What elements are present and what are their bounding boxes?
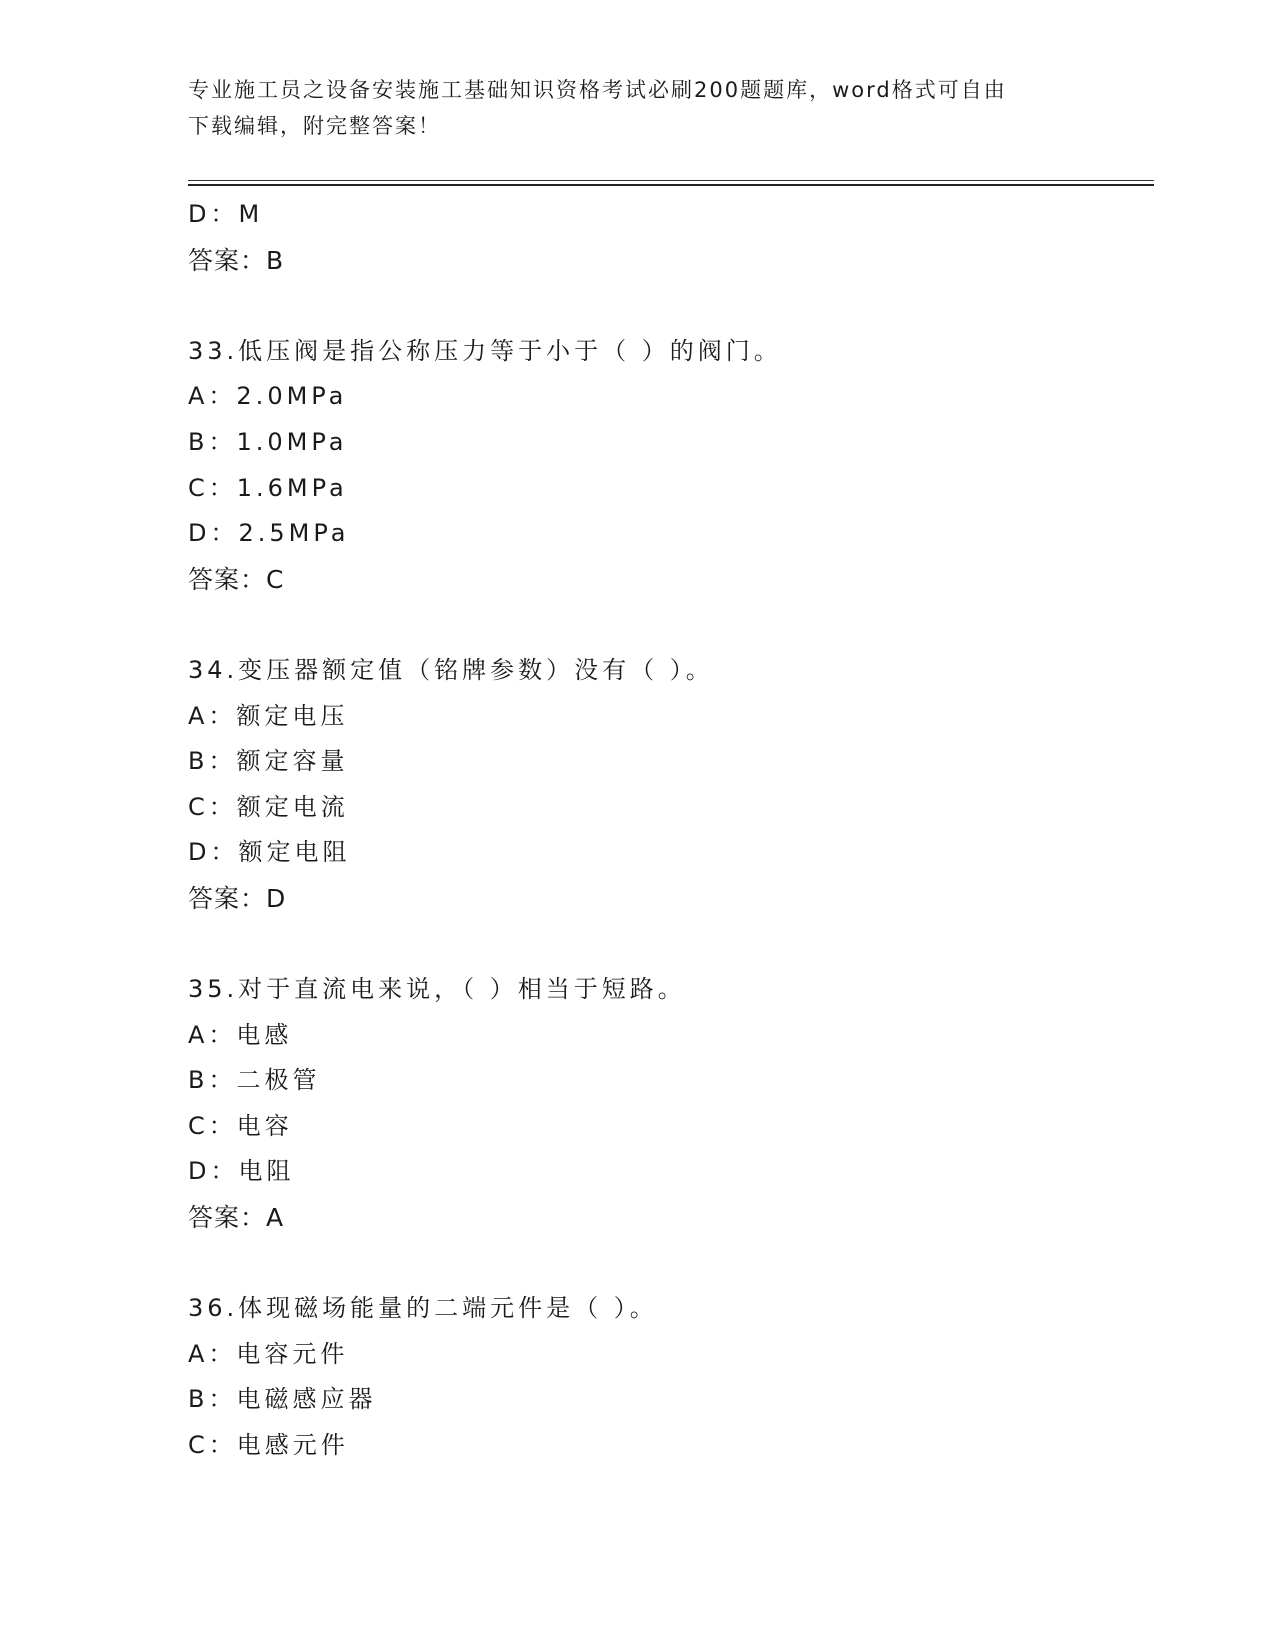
option-d: D：2.5MPa xyxy=(188,519,350,548)
option-a: A：电感 xyxy=(188,1020,293,1049)
question-36 xyxy=(188,1286,1148,1468)
option-b: B：1.0MPa xyxy=(188,427,348,456)
question-stem: 36.体现磁场能量的二端元件是（ ）。 xyxy=(188,1294,658,1323)
answer-line: 答案：D xyxy=(188,883,287,913)
question-content xyxy=(188,192,1148,1469)
header-line-2: 下载编辑，附完整答案！ xyxy=(188,114,441,138)
option-d: D：额定电阻 xyxy=(188,838,351,867)
option-d: D：M xyxy=(188,200,264,228)
question-stem: 34.变压器额定值（铭牌参数）没有（ ）。 xyxy=(188,655,714,684)
option-b: B：电磁感应器 xyxy=(188,1385,377,1414)
question-stem: 33.低压阀是指公称压力等于小于（ ）的阀门。 xyxy=(188,336,782,365)
header-line-1: 专业施工员之设备安装施工基础知识资格考试必刷200题题库，word格式可自由 xyxy=(188,78,1007,102)
question-35 xyxy=(188,967,1148,1241)
option-d: D：电阻 xyxy=(188,1157,295,1186)
answer-line: 答案：A xyxy=(188,1203,285,1233)
answer-line: 答案：C xyxy=(188,564,285,594)
option-c: C：电容 xyxy=(188,1111,293,1140)
question-34 xyxy=(188,648,1148,922)
option-c: C：额定电流 xyxy=(188,792,349,821)
answer-line: 答案：B xyxy=(188,245,285,275)
option-a: A：电容元件 xyxy=(188,1339,349,1368)
spacer xyxy=(188,283,1148,329)
option-b: B：额定容量 xyxy=(188,747,349,776)
document-header xyxy=(188,72,1088,144)
option-b: B：二极管 xyxy=(188,1066,321,1095)
option-a: A：额定电压 xyxy=(188,701,349,730)
option-c: C：电感元件 xyxy=(188,1431,349,1460)
option-a: A：2.0MPa xyxy=(188,382,348,411)
spacer xyxy=(188,922,1148,968)
spacer xyxy=(188,1241,1148,1287)
option-c: C：1.6MPa xyxy=(188,473,348,502)
header-rule-thin xyxy=(188,180,1154,181)
spacer xyxy=(188,602,1148,648)
question-32-continuation xyxy=(188,192,1148,283)
question-stem: 35.对于直流电来说，（ ）相当于短路。 xyxy=(188,975,686,1004)
question-33 xyxy=(188,329,1148,603)
header-rule-thick xyxy=(188,184,1154,186)
